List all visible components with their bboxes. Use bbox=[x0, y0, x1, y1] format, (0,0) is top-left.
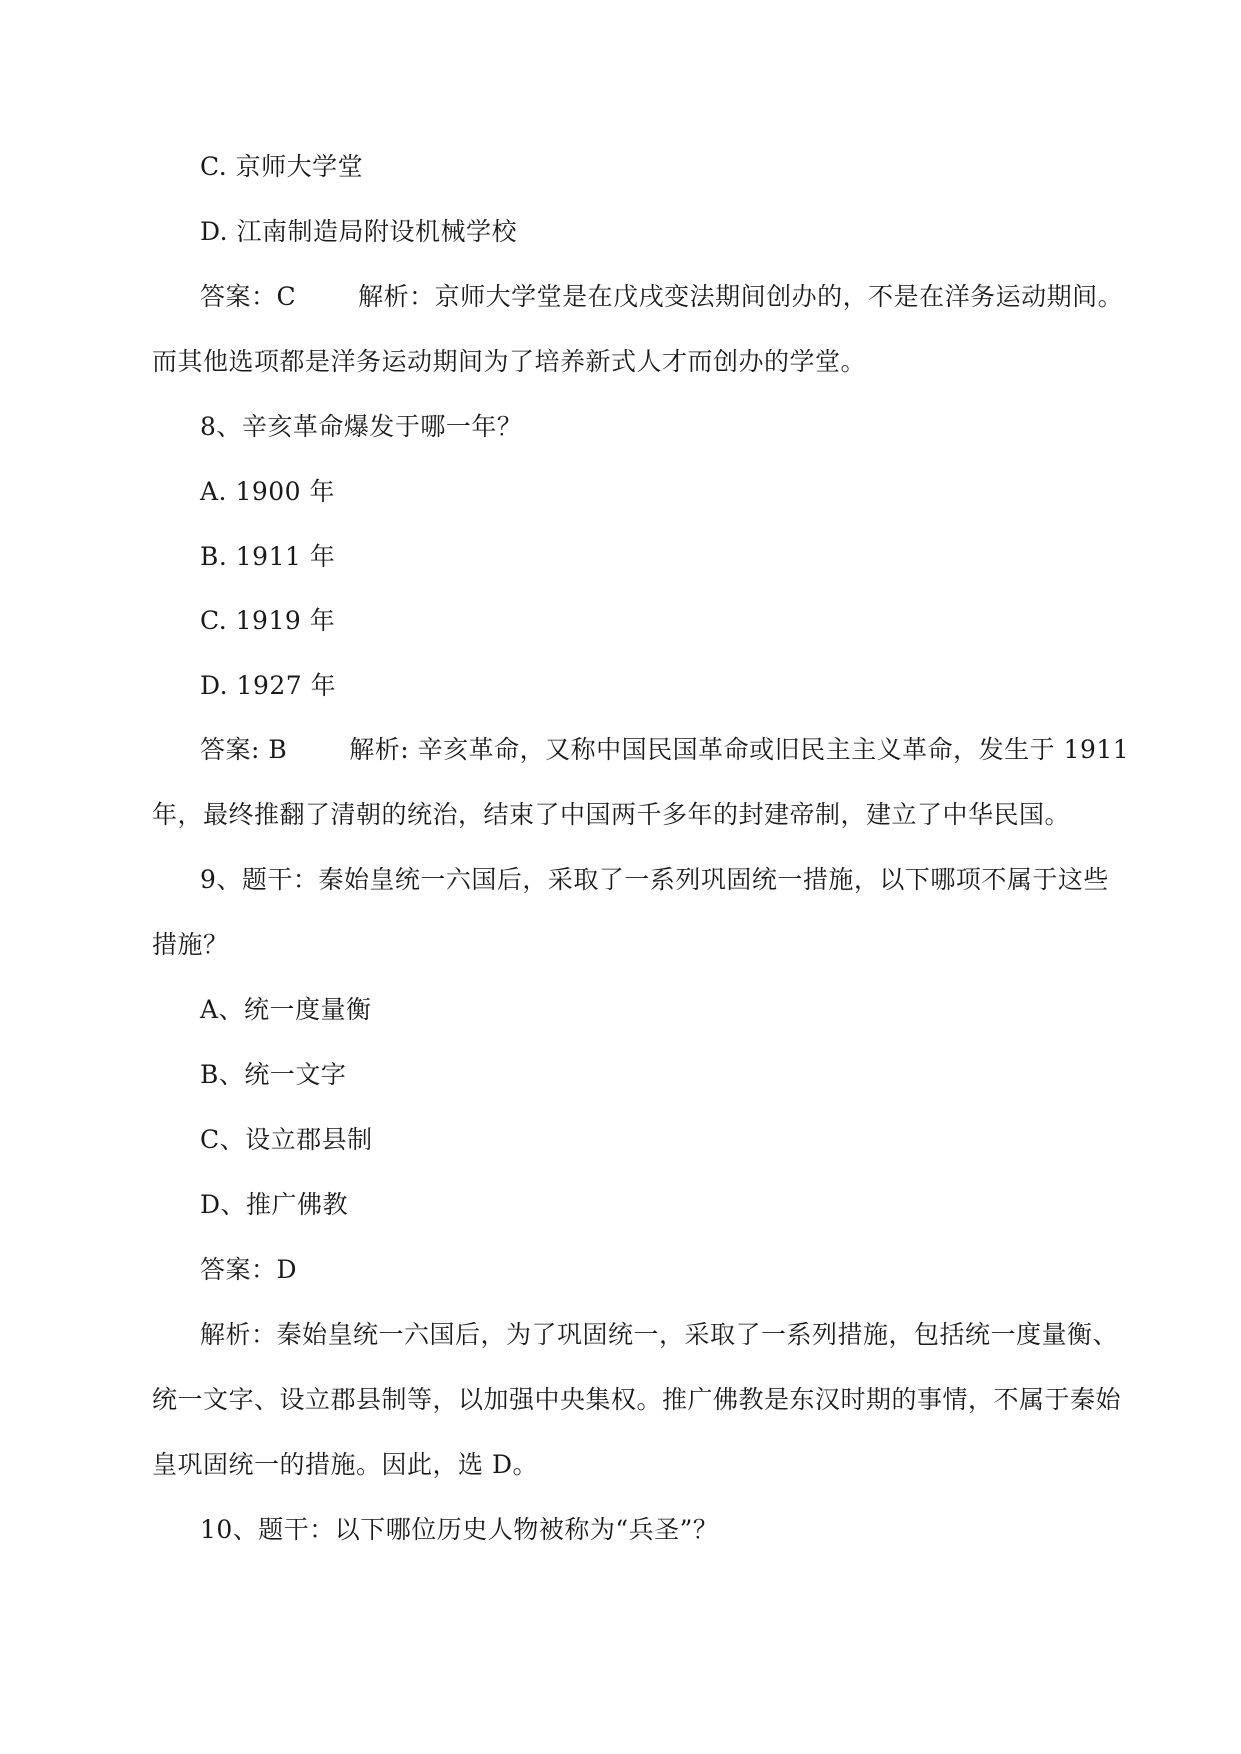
q9-option-c: C、设立郡县制 bbox=[200, 1125, 373, 1154]
q9-analysis-line2: 统一文字、设立郡县制等，以加强中央集权。推广佛教是东汉时期的事情，不属于秦始 bbox=[152, 1385, 1122, 1414]
q8-option-a: A. 1900 年 bbox=[200, 477, 336, 506]
q9-analysis-line1: 解析：秦始皇统一六国后，为了巩固统一，采取了一系列措施，包括统一度量衡、 bbox=[200, 1320, 1119, 1349]
q9-option-d: D、推广佛教 bbox=[200, 1190, 349, 1219]
q9-option-a: A、统一度量衡 bbox=[200, 995, 372, 1024]
q8-option-d: D. 1927 年 bbox=[200, 671, 337, 700]
q9-analysis-line3: 皇巩固统一的措施。因此，选 D。 bbox=[152, 1450, 538, 1479]
q9-answer: 答案：D bbox=[200, 1255, 298, 1284]
q8-answer: 答案: B bbox=[200, 735, 288, 764]
q8-answer-row bbox=[200, 735, 1129, 765]
q8-option-c: C. 1919 年 bbox=[200, 606, 336, 635]
q7-analysis-line1: 解析：京师大学堂是在戊戌变法期间创办的，不是在洋务运动期间。 bbox=[358, 282, 1124, 311]
q8-analysis-line1: 解析: 辛亥革命，又称中国民国革命或旧民主主义革命，发生于 1911 bbox=[349, 735, 1130, 764]
q9-question-line2: 措施？ bbox=[152, 930, 229, 959]
q9-option-b: B、统一文字 bbox=[200, 1060, 347, 1089]
q7-option-d: D. 江南制造局附设机械学校 bbox=[200, 217, 518, 246]
q9-question-line1: 9、题干：秦始皇统一六国后，采取了一系列巩固统一措施，以下哪项不属于这些 bbox=[200, 865, 1109, 894]
q8-analysis-line2: 年，最终推翻了清朝的统治，结束了中国两千多年的封建帝制，建立了中华民国。 bbox=[152, 800, 1071, 829]
q7-answer: 答案：C bbox=[200, 282, 297, 311]
q7-answer-row bbox=[200, 282, 1123, 312]
q10-question: 10、题干：以下哪位历史人物被称为“兵圣”？ bbox=[200, 1515, 719, 1544]
q8-option-b: B. 1911 年 bbox=[200, 542, 336, 571]
q7-analysis-line2: 而其他选项都是洋务运动期间为了培养新式人才而创办的学堂。 bbox=[152, 347, 867, 376]
q8-question: 8、辛亥革命爆发于哪一年？ bbox=[200, 412, 523, 441]
q7-option-c: C. 京师大学堂 bbox=[200, 152, 364, 181]
